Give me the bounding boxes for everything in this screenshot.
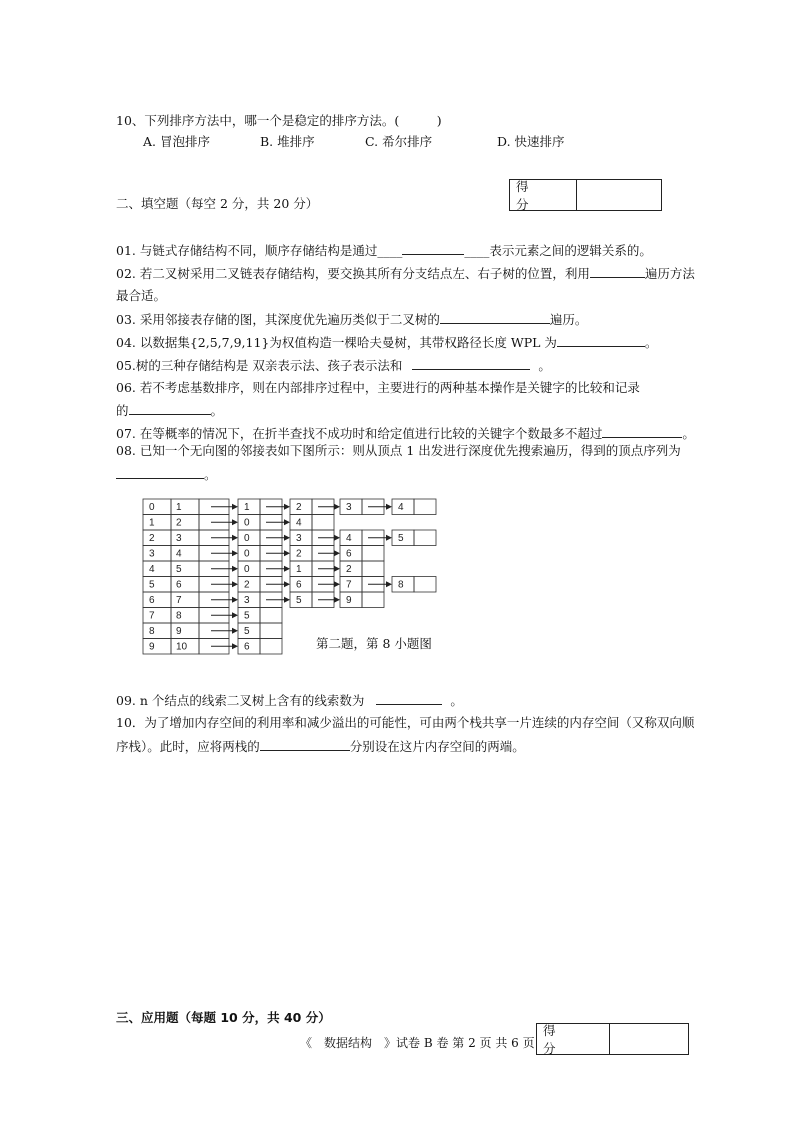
q06-text-post: 。 [210,403,224,418]
vertex-index-label: 1 [149,517,155,529]
q10-line1: 10．为了增加内存空间的利用率和减少溢出的可能性，可由两个栈共享一片连续的内存空间（又称双向顺 [116,715,695,730]
edge-node-pointer-cell [260,608,282,624]
vertex-index-cell [143,577,171,593]
edge-node-label: 0 [244,548,250,560]
q02-text-pre: 02. 若二叉树采用二叉链表存储结构，要交换其所有分支结点左、右子树的位置，利用 [116,266,590,281]
edge-node-arrow-head [386,535,392,541]
edge-node-label: 3 [244,595,250,606]
edge-node-label: 5 [296,595,302,606]
edge-node-label: 4 [296,517,302,529]
edge-node-label: 0 [244,517,250,529]
q08-text-tail: 。 [204,467,217,482]
section3-title: 三、应用题（每题 10 分，共 40 分） [116,1010,331,1025]
q01-text-post: ____表示元素之间的逻辑关系的。 [464,243,652,258]
edge-node-arrow-head [284,581,290,587]
edge-node-pointer-cell [362,546,384,562]
vertex-index-label: 2 [149,533,155,544]
vertex-data-label: 7 [176,595,182,606]
q05-text-post: 。 [538,358,551,373]
section2-title: 二、填空题（每空 2 分，共 20 分） [116,196,319,211]
q09-blank [376,691,442,705]
edge-node-arrow-head [284,504,290,510]
list-arrow-head [232,519,238,525]
edge-node-label: 7 [346,579,352,591]
list-arrow-head [232,597,238,603]
q05 [116,356,551,375]
list-arrow-head [232,535,238,541]
score-label: 得 分 [537,1024,610,1054]
edge-node-label: 4 [398,502,404,513]
vertex-index-cell [143,530,171,546]
edge-node-arrow-head [386,504,392,510]
q06-blank [129,401,211,415]
list-arrow-head [232,566,238,572]
edge-node-label: 1 [244,502,250,513]
edge-node-label: 5 [244,626,250,637]
list-arrow-head [232,643,238,649]
vertex-index-label: 0 [149,502,155,513]
section3-score-box [536,1023,689,1055]
list-arrow-head [232,550,238,556]
edge-node-label: 2 [296,548,302,560]
vertex-index-cell [143,639,171,655]
q02-line2: 最合适。 [116,288,167,303]
q10-option-d: D. 快速排序 [497,134,565,149]
edge-node-arrow-head [334,597,340,603]
edge-node-arrow-head [386,581,392,587]
q10-mc-question: 10、下列排序方法中，哪一个是稳定的排序方法。( ) [116,113,442,128]
q02-blank [590,264,645,278]
edge-node-arrow-head [334,550,340,556]
vertex-index-label: 4 [149,564,155,575]
edge-node-pointer-cell [414,499,436,515]
q10-text-pre: 序栈）。此时，应将两栈的 [116,739,260,754]
vertex-data-label: 1 [176,502,182,513]
edge-node-label: 9 [346,595,352,606]
q03-blank [440,310,550,324]
edge-node-label: 8 [398,579,404,591]
edge-node-pointer-cell [260,639,282,655]
q04-blank [557,333,645,347]
edge-node-label: 3 [346,502,352,513]
edge-node-label: 3 [296,533,302,544]
edge-node-arrow-head [334,581,340,587]
figure-caption: 第二题，第 8 小题图 [316,636,432,651]
q10-option-b: B. 堆排序 [260,134,315,149]
edge-node-pointer-cell [362,561,384,577]
q08-line2 [116,465,217,484]
score-value-cell [577,180,661,210]
vertex-data-label: 2 [176,517,182,529]
q04-text-pre: 04. 以数据集{2,5,7,9,11}为权值构造一棵哈夫曼树，其带权路径长度 WPL 为 [116,335,557,350]
q07 [116,424,695,443]
q10-line2 [116,737,525,756]
edge-node-arrow-head [284,550,290,556]
score-value-cell [610,1024,688,1054]
vertex-index-cell [143,561,171,577]
edge-node-pointer-cell [414,530,436,546]
vertex-index-cell [143,546,171,562]
q01-text-pre: 01. 与链式存储结构不同，顺序存储结构是通过____ [116,243,403,258]
vertex-data-label: 10 [176,641,188,653]
vertex-index-cell [143,499,171,515]
vertex-index-cell [143,623,171,639]
list-arrow-head [232,612,238,618]
edge-node-arrow-head [284,566,290,572]
q01 [116,241,652,260]
edge-node-label: 5 [244,610,250,622]
q02-text-post: 遍历方法 [644,266,695,281]
edge-node-label: 5 [398,533,404,544]
q08-line1: 08. 已知一个无向图的邻接表如下图所示：则从顶点 1 出发进行深度优先搜索遍历，得到的顶点序列为 [116,443,681,458]
vertex-data-label: 8 [176,610,182,622]
edge-node-label: 4 [346,533,352,544]
edge-node-label: 1 [296,564,302,575]
vertex-index-label: 3 [149,548,155,560]
page-footer: 《 数据结构 》试卷 B 卷 第 2 页 共 6 页 [300,1036,535,1050]
edge-node-label: 6 [244,641,250,653]
vertex-index-label: 6 [149,595,155,606]
q01-blank [402,241,464,255]
q09 [116,691,463,710]
vertex-data-label: 3 [176,533,182,544]
edge-node-pointer-cell [414,577,436,593]
q07-text-post: 。 [682,426,695,441]
edge-node-arrow-head [284,535,290,541]
q06-line1: 06. 若不考虑基数排序，则在内部排序过程中，主要进行的两种基本操作是关键字的比较和记录 [116,380,640,395]
section2-score-box [509,179,662,211]
edge-node-pointer-cell [260,623,282,639]
q03-text-pre: 03. 采用邻接表存储的图，其深度优先遍历类似于二叉树的 [116,312,440,327]
edge-node-label: 0 [244,564,250,575]
vertex-index-label: 7 [149,610,155,622]
edge-node-label: 2 [346,564,352,575]
q10-option-a: A. 冒泡排序 [143,134,210,149]
vertex-index-cell [143,608,171,624]
edge-node-pointer-cell [312,515,334,531]
vertex-index-label: 5 [149,579,155,591]
edge-node-arrow-head [334,504,340,510]
q05-text-pre: 05.树的三种存储结构是 双亲表示法、孩子表示法和 [116,358,403,373]
edge-node-arrow-head [284,597,290,603]
vertex-data-label: 6 [176,579,182,591]
vertex-data-label: 4 [176,548,182,560]
edge-node-label: 2 [296,502,302,513]
q06-line2 [116,401,223,420]
vertex-index-cell [143,592,171,608]
q10-option-c: C. 希尔排序 [365,134,433,149]
q05-blank [412,356,530,370]
vertex-index-label: 8 [149,626,155,637]
score-label: 得 分 [510,180,577,210]
q07-text-pre: 07. 在等概率的情况下，在折半查找不成功时和给定值进行比较的关键字个数最多不超过 [116,426,603,441]
edge-node-label: 6 [296,579,302,591]
edge-node-pointer-cell [362,592,384,608]
edge-node-label: 6 [346,548,352,560]
q02 [116,264,695,283]
list-arrow-head [232,628,238,634]
q09-text-post: 。 [450,693,463,708]
q07-blank [602,424,682,438]
edge-node-label: 0 [244,533,250,544]
vertex-index-cell [143,515,171,531]
q10-blank [260,737,350,751]
edge-node-arrow-head [284,519,290,525]
q03-text-post: 遍历。 [549,312,588,327]
vertex-data-label: 9 [176,626,182,637]
q04-text-post: 。 [644,335,658,350]
edge-node-label: 2 [244,579,250,591]
list-arrow-head [232,504,238,510]
q09-text-pre: 09. n 个结点的线索二叉树上含有的线索数为 [116,693,365,708]
q10-text-post: 分别设在这片内存空间的两端。 [349,739,525,754]
q08-blank [116,465,204,479]
q06-text-pre: 的 [116,403,129,418]
list-arrow-head [232,581,238,587]
q03 [116,310,587,329]
vertex-data-label: 5 [176,564,182,575]
edge-node-arrow-head [334,535,340,541]
q04 [116,333,657,352]
edge-node-arrow-head [334,566,340,572]
vertex-index-label: 9 [149,641,155,653]
